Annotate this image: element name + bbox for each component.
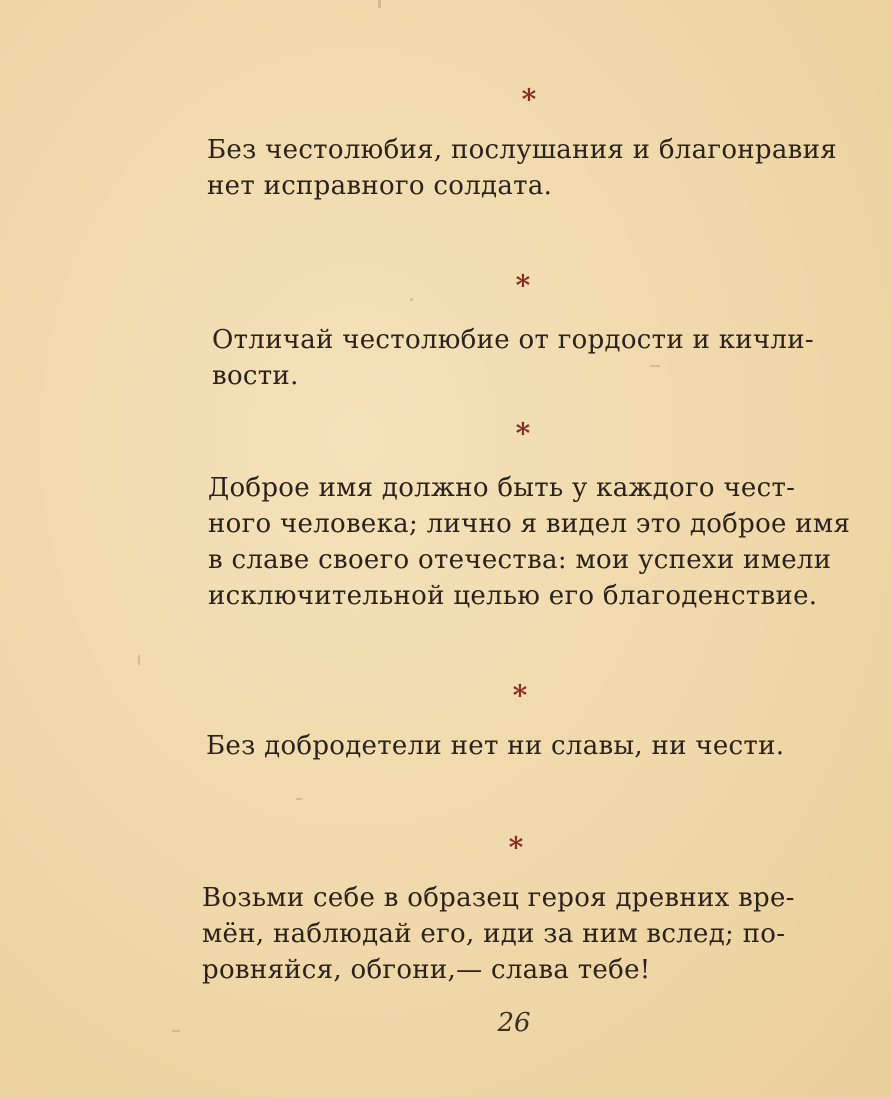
paragraph-1 [207,132,877,204]
paragraph-4 [206,728,876,764]
paper-speck [172,1030,180,1032]
separator-asterisk: * [508,831,524,864]
separator-asterisk: * [515,417,531,450]
text-line: Без добродетели нет ни славы, ни чести. [206,731,785,761]
text-line: мён, наблюдай его, иди за ним вслед; по- [202,919,786,949]
text-line: ровняйся, обгони,— слава тебе! [202,955,651,985]
paragraph-2 [212,322,882,394]
paper-speck [410,298,413,301]
paper-speck [650,365,660,367]
text-line: Отличай честолюбие от гордости и кичли- [212,325,814,355]
text-line: Возьми себе в образец героя древних вре- [202,883,795,913]
text-line: в славе своего отечества: мои успехи имели [208,545,832,575]
text-line: ного человека; лично я видел это доброе имя [208,509,851,539]
paragraph-5 [202,880,872,988]
text-line: Без честолюбия, послушания и благонравия [207,135,837,165]
text-line: нет исправного солдата. [207,171,553,201]
separator-asterisk: * [512,679,528,712]
text-line: исключительной целью его благоденствие. [208,581,818,611]
paper-speck [378,0,381,8]
paper-speck [296,798,302,800]
text-line: вости. [212,361,299,391]
text-line: Доброе имя должно быть у каждого чест- [208,473,796,503]
paragraph-3 [208,470,878,614]
paper-speck [138,655,140,665]
page-number: 26 [497,1008,531,1038]
separator-asterisk: * [521,83,537,116]
separator-asterisk: * [515,269,531,302]
